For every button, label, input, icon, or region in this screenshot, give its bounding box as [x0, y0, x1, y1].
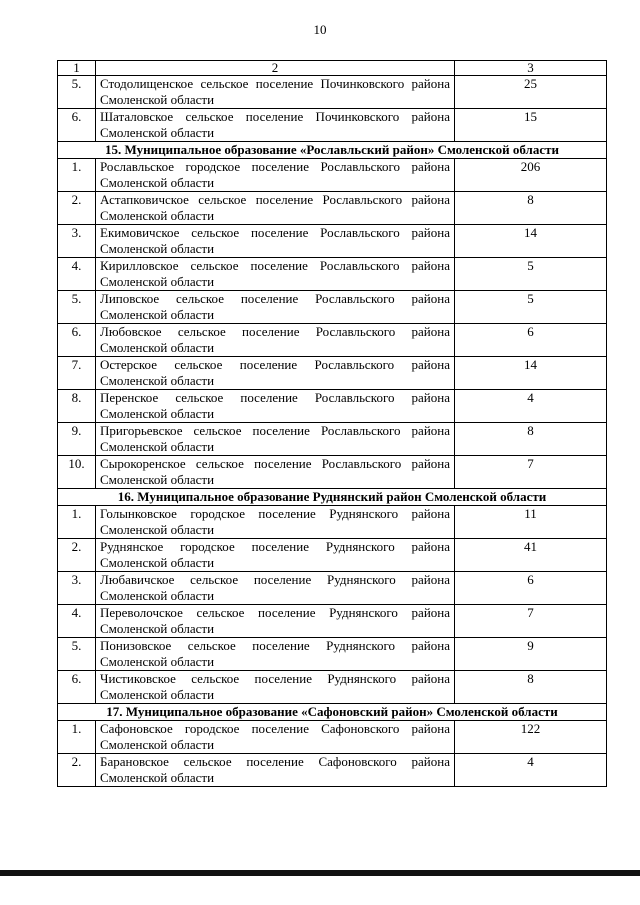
table-row — [58, 456, 607, 489]
row-value: 8 — [455, 423, 607, 456]
settlement-name: Чистиковское сельское поселение Руднянского района Смоленской области — [96, 671, 455, 704]
row-number: 1. — [58, 506, 96, 539]
row-number: 7. — [58, 357, 96, 390]
section-title: 15. Муниципальное образование «Рославльский район» Смоленской области — [58, 142, 607, 159]
row-value: 5 — [455, 291, 607, 324]
settlement-name: Липовское сельское поселение Рославльского района Смоленской области — [96, 291, 455, 324]
settlement-name: Перенское сельское поселение Рославльского района Смоленской области — [96, 390, 455, 423]
table-row — [58, 572, 607, 605]
row-value: 9 — [455, 638, 607, 671]
row-number: 6. — [58, 324, 96, 357]
table-row — [58, 225, 607, 258]
row-number: 1. — [58, 159, 96, 192]
page-number: 10 — [313, 22, 327, 37]
settlement-name: Сафоновское городское поселение Сафоновского района Смоленской области — [96, 721, 455, 754]
section-heading-row — [58, 704, 607, 721]
row-value: 206 — [455, 159, 607, 192]
table-row — [58, 506, 607, 539]
table-row — [58, 291, 607, 324]
row-number: 2. — [58, 192, 96, 225]
row-value: 11 — [455, 506, 607, 539]
table-row — [58, 605, 607, 638]
row-number: 3. — [58, 572, 96, 605]
settlement-name: Астапковичское сельское поселение Рославльского района Смоленской области — [96, 192, 455, 225]
row-value: 122 — [455, 721, 607, 754]
table-row — [58, 109, 607, 142]
row-value: 4 — [455, 754, 607, 787]
settlement-name: Остерское сельское поселение Рославльского района Смоленской области — [96, 357, 455, 390]
settlement-name: Кирилловское сельское поселение Рославльского района Смоленской области — [96, 258, 455, 291]
settlements-table — [57, 60, 607, 787]
section-title: 16. Муниципальное образование Руднянский район Смоленской области — [58, 489, 607, 506]
table-row — [58, 324, 607, 357]
row-number: 9. — [58, 423, 96, 456]
settlement-name: Понизовское сельское поселение Руднянского района Смоленской области — [96, 638, 455, 671]
header-col-1: 1 — [58, 61, 96, 76]
settlement-name: Переволочское сельское поселение Руднянского района Смоленской области — [96, 605, 455, 638]
row-value: 7 — [455, 605, 607, 638]
header-col-2: 2 — [96, 61, 455, 76]
settlement-name: Любовское сельское поселение Рославльского района Смоленской области — [96, 324, 455, 357]
row-value: 8 — [455, 192, 607, 225]
row-value: 6 — [455, 572, 607, 605]
settlement-name: Шаталовское сельское поселение Починковского района Смоленской области — [96, 109, 455, 142]
row-value: 14 — [455, 225, 607, 258]
table-row — [58, 192, 607, 225]
row-number: 2. — [58, 539, 96, 572]
header-col-3: 3 — [455, 61, 607, 76]
settlement-name: Рославльское городское поселение Рославльского района Смоленской области — [96, 159, 455, 192]
row-number: 1. — [58, 721, 96, 754]
table-row — [58, 423, 607, 456]
row-number: 4. — [58, 258, 96, 291]
table-row — [58, 76, 607, 109]
row-number: 5. — [58, 638, 96, 671]
row-value: 41 — [455, 539, 607, 572]
row-number: 5. — [58, 76, 96, 109]
section-title: 17. Муниципальное образование «Сафоновский район» Смоленской области — [58, 704, 607, 721]
row-value: 4 — [455, 390, 607, 423]
section-heading-row — [58, 142, 607, 159]
table-header-row — [58, 61, 607, 76]
table-row — [58, 539, 607, 572]
row-number: 10. — [58, 456, 96, 489]
row-value: 15 — [455, 109, 607, 142]
row-value: 25 — [455, 76, 607, 109]
table-row — [58, 159, 607, 192]
scan-bottom-edge — [0, 870, 640, 876]
settlement-name: Голынковское городское поселение Руднянского района Смоленской области — [96, 506, 455, 539]
row-number: 5. — [58, 291, 96, 324]
row-value: 8 — [455, 671, 607, 704]
settlement-name: Руднянское городское поселение Руднянского района Смоленской области — [96, 539, 455, 572]
row-number: 3. — [58, 225, 96, 258]
settlement-name: Сырокоренское сельское поселение Рославльского района Смоленской области — [96, 456, 455, 489]
row-number: 6. — [58, 109, 96, 142]
row-number: 2. — [58, 754, 96, 787]
row-value: 7 — [455, 456, 607, 489]
row-number: 4. — [58, 605, 96, 638]
table-row — [58, 721, 607, 754]
table-row — [58, 754, 607, 787]
row-value: 6 — [455, 324, 607, 357]
row-number: 6. — [58, 671, 96, 704]
settlement-name: Барановское сельское поселение Сафоновского района Смоленской области — [96, 754, 455, 787]
table-row — [58, 357, 607, 390]
row-value: 14 — [455, 357, 607, 390]
row-value: 5 — [455, 258, 607, 291]
settlement-name: Екимовичское сельское поселение Рославльского района Смоленской области — [96, 225, 455, 258]
settlement-name: Пригорьевское сельское поселение Рославльского района Смоленской области — [96, 423, 455, 456]
section-heading-row — [58, 489, 607, 506]
table-row — [58, 258, 607, 291]
settlement-name: Стодолищенское сельское поселение Починковского района Смоленской области — [96, 76, 455, 109]
settlement-name: Любавичское сельское поселение Руднянского района Смоленской области — [96, 572, 455, 605]
table-row — [58, 638, 607, 671]
row-number: 8. — [58, 390, 96, 423]
table-row — [58, 671, 607, 704]
table-row — [58, 390, 607, 423]
